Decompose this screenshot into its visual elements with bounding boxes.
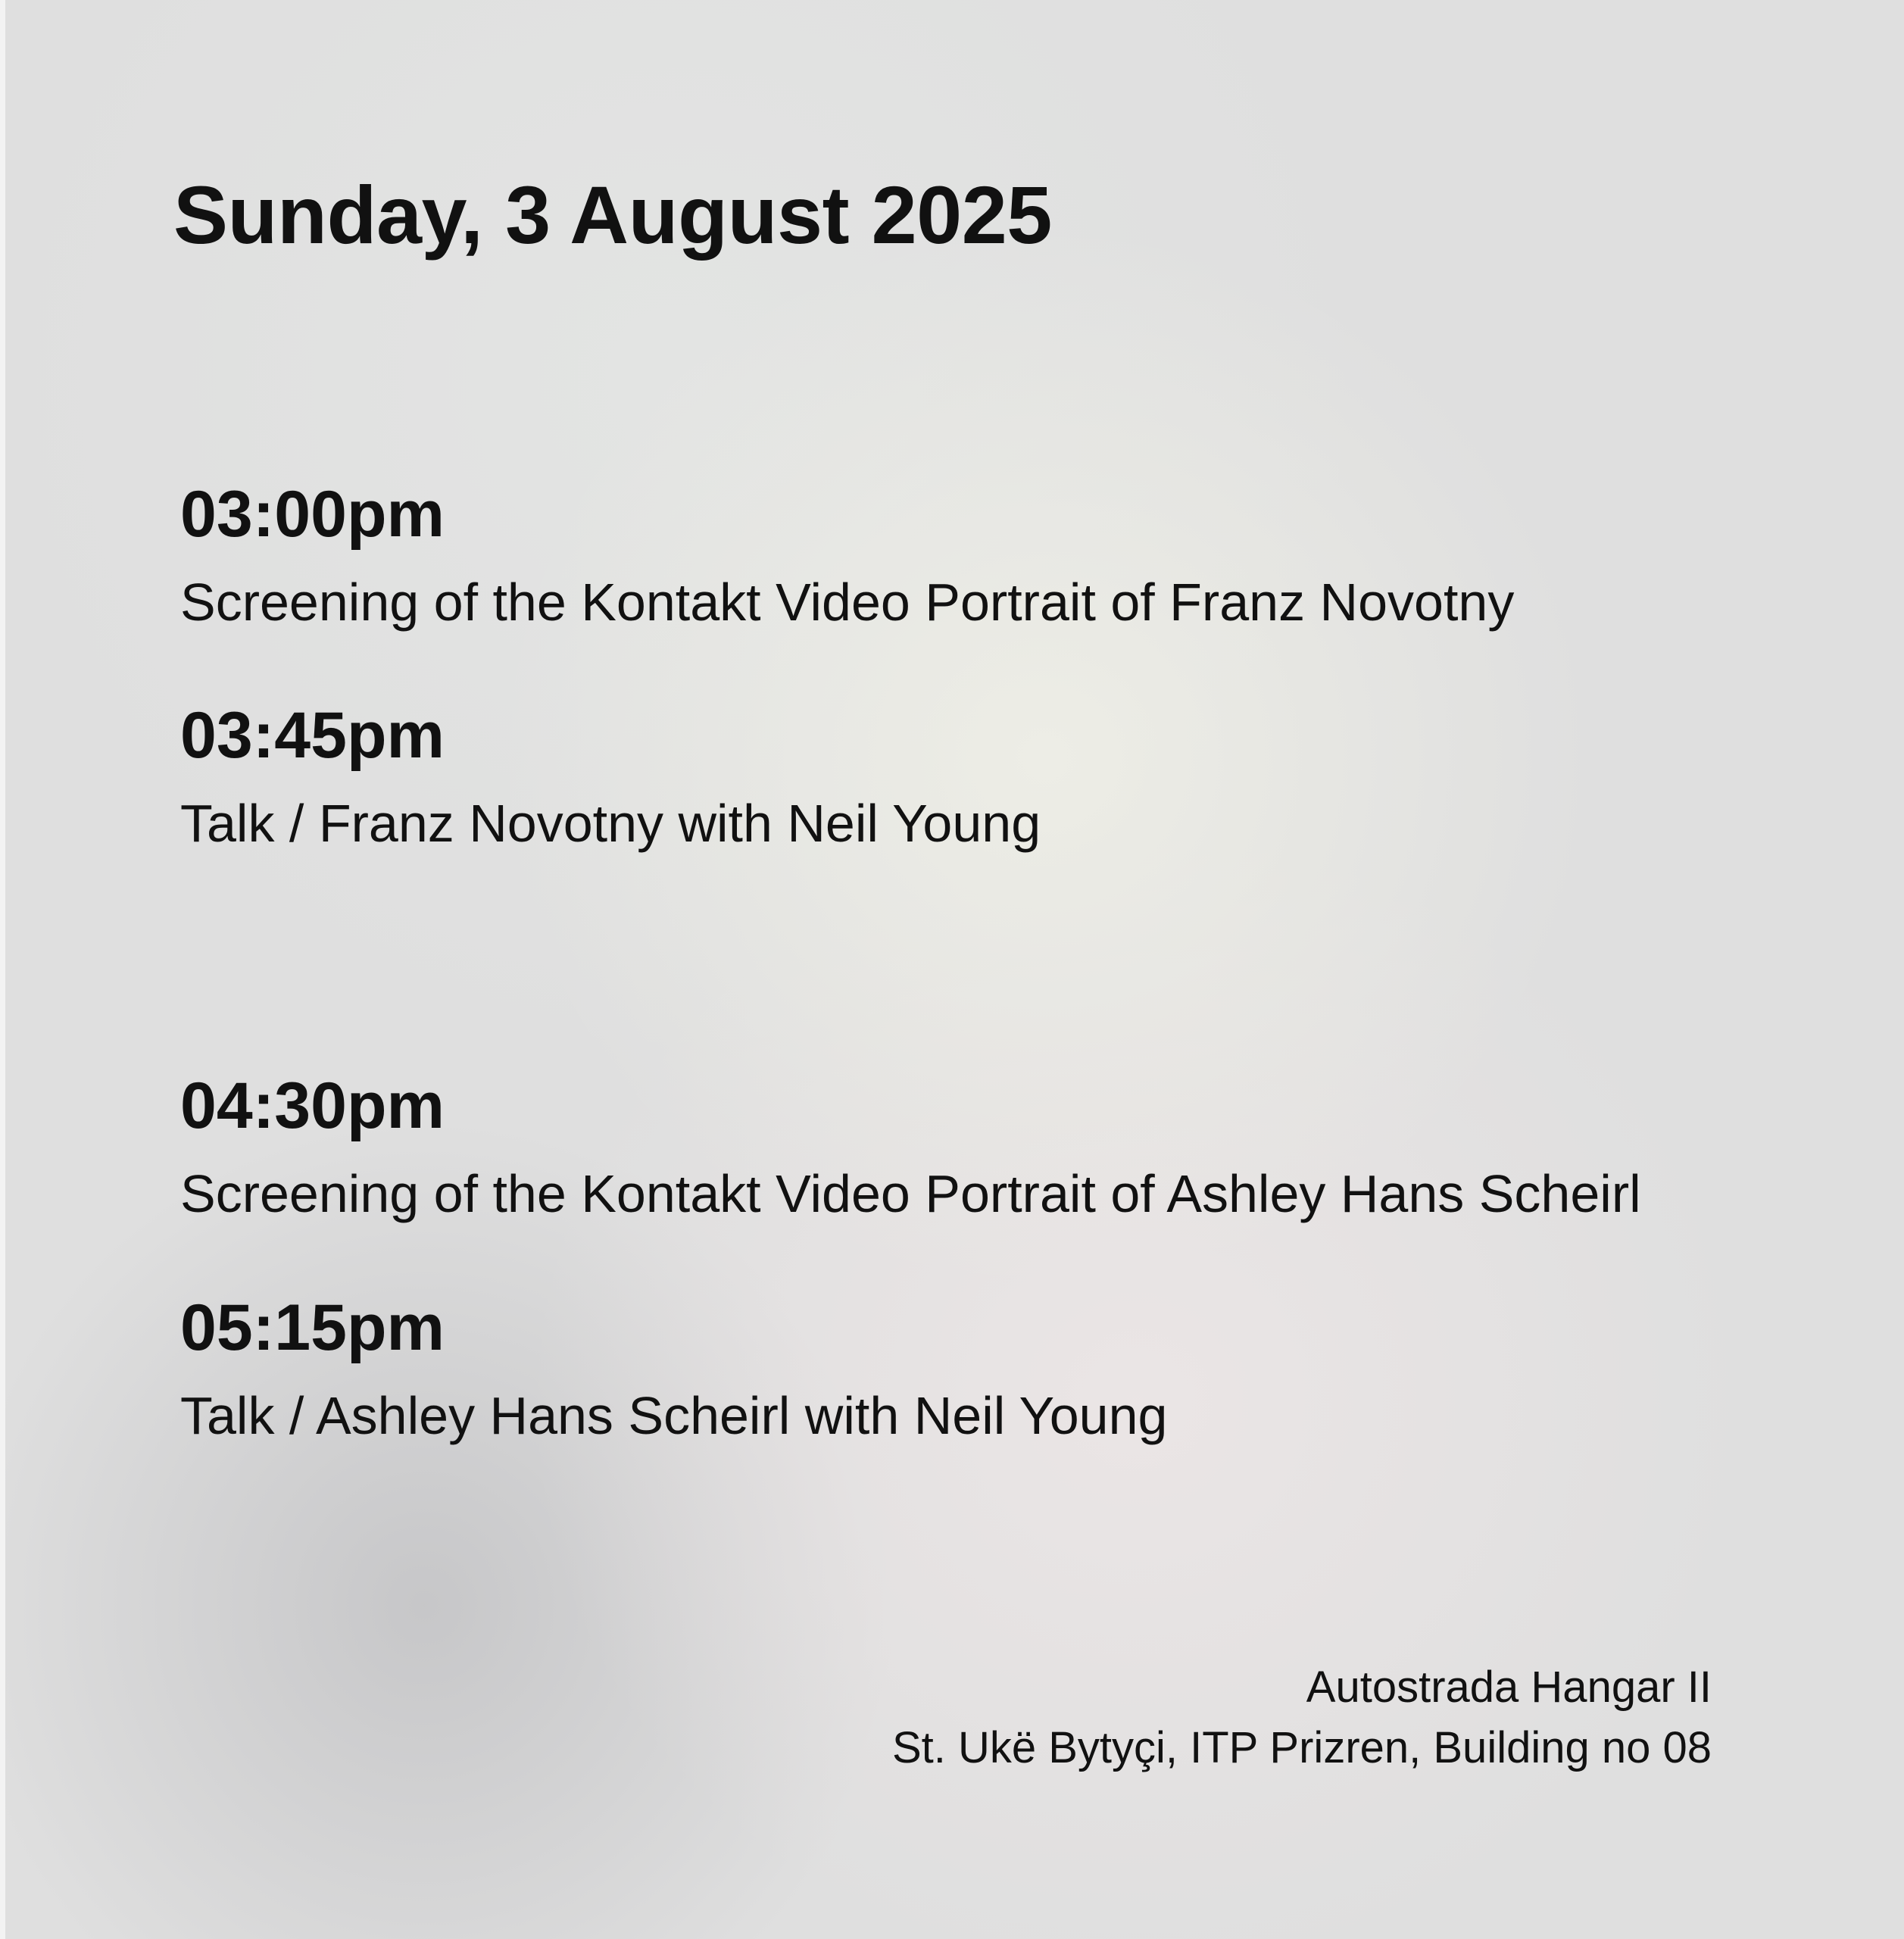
- venue-block: [892, 1657, 1712, 1778]
- event-time: 04:30pm: [180, 1069, 445, 1142]
- event-item: [180, 478, 1771, 632]
- event-time: 03:45pm: [180, 699, 445, 772]
- event-time: 05:15pm: [180, 1291, 445, 1364]
- event-time: 03:00pm: [180, 478, 445, 551]
- event-description: Screening of the Kontakt Video Portrait of Ashley Hans Scheirl: [180, 1164, 1641, 1223]
- venue-name: Autostrada Hangar II: [1306, 1663, 1712, 1712]
- venue-address: St. Ukë Bytyçi, ITP Prizren, Building no 08: [891, 1723, 1712, 1772]
- event-description: Screening of the Kontakt Video Portrait of Franz Novotny: [180, 573, 1515, 632]
- event-item: [180, 1069, 1771, 1223]
- event-description: Talk / Franz Novotny with Neil Young: [180, 794, 1041, 853]
- event-item: [180, 699, 1771, 853]
- event-item: [180, 1291, 1771, 1445]
- event-description: Talk / Ashley Hans Scheirl with Neil Young: [180, 1386, 1168, 1445]
- page-title: Sunday, 3 August 2025: [173, 169, 1052, 261]
